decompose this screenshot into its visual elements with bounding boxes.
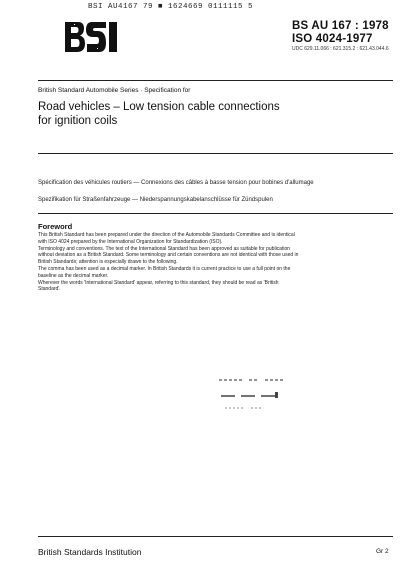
series-line: British Standard Automobile Series · Specification for [38,87,191,94]
strip-text: BSI AU4167 79 ■ 1624669 0111115 5 [88,3,254,11]
standard-numbers [292,20,412,53]
date-stamp-icon [215,368,295,414]
foreword-line: without deviation as a British Standard. Some terminology and certain conventions are not identical with those used in [38,252,299,259]
foreword-heading: Foreword [38,222,73,231]
publisher-name: British Standards Institution [38,547,142,557]
french-title: Spécification des véhicules routiers — Connexions des câbles à basse tension pour bobines d'allumage [38,180,314,186]
foreword-line: with ISO 4024 prepared by the International Organization for Standardization (ISO). [38,238,223,245]
foreword-body [38,232,388,293]
udc-number: UDC 629.11.066 : 621.315.2 : 621.43.044.6 [292,46,389,52]
foreword-line: Standard'. [38,286,61,293]
foreword-rule [38,213,393,214]
title-line-1: Road vehicles – Low tension cable connections [38,101,280,113]
title-line-2: for ignition coils [38,115,118,127]
document-title [38,100,368,128]
german-title: Spezifikation für Straßenfahrzeuge — Niederspannungskabelanschlüsse für Zündspulen [38,197,273,203]
foreword-line: Wherever the words 'International Standard' appear, referring to this standard, they should be read as 'British [38,279,279,286]
title-rule [38,153,393,154]
footer-rule [38,536,393,537]
foreword-line: British Standards; attention is especially drawn to the following. [38,258,178,265]
price-group: Gr 2 [376,548,389,555]
microfilm-strip [88,2,318,12]
top-rule [38,80,393,81]
foreword-line: baseline as the decimal marker. [38,272,109,279]
iso-number: ISO 4024-1977 [292,33,373,45]
foreword-line: This British Standard has been prepared under the direction of the Automobile Standards Committee and is identical [38,232,295,238]
bsi-logo-icon [62,20,120,54]
foreword-line: The comma has been used as a decimal marker. In British Standards it is current practice to use a full point on the [38,265,291,272]
bs-number: BS AU 167 : 1978 [292,20,389,32]
foreword-line: Terminology and conventions. The text of the International Standard has been approved as suitable for publication [38,245,291,252]
